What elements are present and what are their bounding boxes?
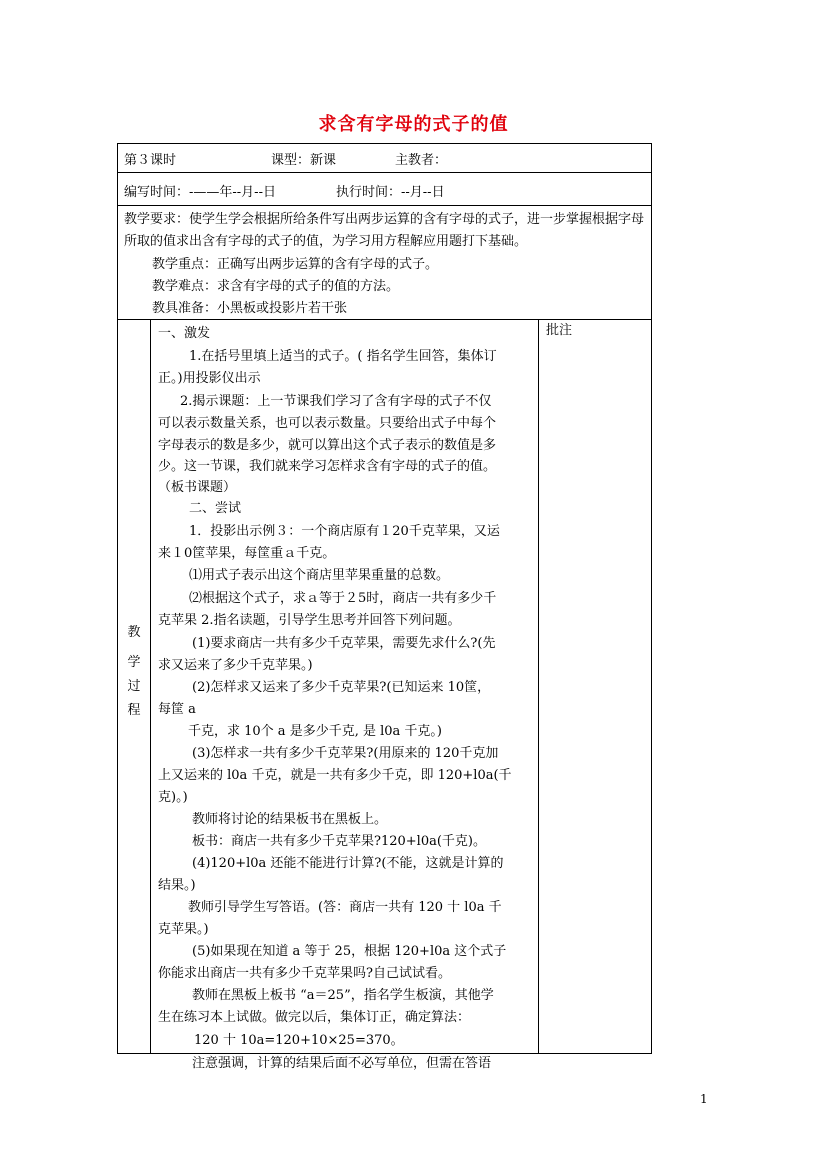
process-line: 2.揭示课题：上一节课我们学习了含有字母的式子不仅 <box>180 394 492 409</box>
process-line: 1．投影出示例３：一个商店原有１20千克苹果，又运 <box>189 524 500 539</box>
process-line: 一、激发 <box>158 326 211 341</box>
column-divider <box>150 319 151 1053</box>
lesson-teacher: 主教者： <box>395 153 448 168</box>
teaching-key-point: 教学重点：正确写出两步运算的含有字母的式子。 <box>152 257 439 272</box>
process-line: (4)120+l0a 还能不能进行计算?(不能，这就是计算的 <box>192 856 504 871</box>
process-line: 结果。) <box>158 878 196 893</box>
process-line: 字母表示的数是多少，就可以算出这个式子表示的数值是多 <box>158 438 497 453</box>
process-line: 教师引导学生写答语。(答：商店一共有 120 十 l0a 千 <box>188 900 502 915</box>
row-divider <box>118 172 651 173</box>
process-line: 生在练习本上试做。做完以后，集体订正，确定算法： <box>158 1010 471 1025</box>
process-line: 板书：商店一共有多少千克苹果?120+l0a(千克)。 <box>192 834 486 849</box>
process-line: 千克，求 10个 a 是多少千克, 是 l0a 千克。) <box>188 724 442 739</box>
process-line: （板书课题） <box>158 480 237 495</box>
process-line: 求又运来了多少千克苹果。) <box>158 658 313 673</box>
process-line: (3)怎样求一共有多少千克苹果?(用原来的 120千克加 <box>192 746 499 761</box>
notes-label: 批注 <box>546 323 573 338</box>
exec-time: 执行时间：--月--日 <box>336 185 445 200</box>
row-divider <box>118 205 651 206</box>
teaching-requirement: 教学要求：使学生学会根据所给条件写出两步运算的含有字母的式子，进一步掌握根据字母所取的值求出含有字母的式子的值，为学习用方程解应用题打下基础。 <box>124 212 645 249</box>
write-time: 编写时间：-——年--月--日 <box>124 185 276 200</box>
process-line: (1)要求商店一共有多少千克苹果，需要先求什么?(先 <box>192 636 496 651</box>
page-number: 1 <box>700 1092 708 1106</box>
process-line: 注意强调，计算的结果后面不必写单位，但需在答语 <box>192 1056 492 1071</box>
process-line: 克苹果。) <box>158 922 209 937</box>
process-line: 教师在黑板上板书 “a＝25”，指名学生板演，其他学 <box>192 988 494 1003</box>
teaching-tools: 教具准备：小黑板或投影片若干张 <box>152 301 348 316</box>
side-label-char: 过 <box>127 679 141 694</box>
process-line: ⑵根据这个式子，求ａ等于２5时，商店一共有多少千 <box>189 591 497 606</box>
process-line: 正。)用投影仪出示 <box>158 371 261 386</box>
process-line: 克)。) <box>158 790 188 805</box>
lesson-number: 第３课时 <box>124 153 177 168</box>
lesson-plan-table <box>117 143 652 1071</box>
column-divider <box>538 319 539 1053</box>
teaching-difficulty: 教学难点：求含有字母的式子的值的方法。 <box>152 279 400 294</box>
process-line: 每筐 a <box>158 702 196 717</box>
side-label-char: 学 <box>127 655 141 670</box>
row-divider <box>118 319 651 320</box>
process-line: 120 十 10a=120+10×25=370。 <box>194 1033 404 1048</box>
process-line: 你能求出商店一共有多少千克苹果吗?自己试试看。 <box>158 966 451 981</box>
process-line: 上又运来的 l0a 千克，就是一共有多少千克，即 120+l0a(千 <box>158 768 512 783</box>
side-label-char: 教 <box>127 625 141 640</box>
side-label-char: 程 <box>127 703 141 718</box>
process-line: 1.在括号里填上适当的式子。( 指名学生回答，集体订 <box>189 349 497 364</box>
process-line: 可以表示数量关系，也可以表示数量。只要给出式子中每个 <box>158 416 497 431</box>
document-title: 求含有字母的式子的值 <box>318 114 509 135</box>
process-line: ⑴用式子表示出这个商店里苹果重量的总数。 <box>189 568 450 583</box>
process-line: (2)怎样求又运来了多少千克苹果?(已知运来 10筐， <box>192 680 491 695</box>
process-line: 二、尝试 <box>189 501 242 516</box>
process-line: (5)如果现在知道 a 等于 25，根据 120+l0a 这个式子 <box>192 944 507 959</box>
process-line: 少。这一节课，我们就来学习怎样求含有字母的式子的值。 <box>158 459 497 474</box>
lesson-type: 课型：新课 <box>271 153 337 168</box>
process-line: 克苹果 2.指名读题，引导学生思考并回答下列问题。 <box>158 613 461 628</box>
process-line: 来１0筐苹果，每筐重ａ千克。 <box>158 546 336 561</box>
process-line: 教师将讨论的结果板书在黑板上。 <box>192 812 388 827</box>
